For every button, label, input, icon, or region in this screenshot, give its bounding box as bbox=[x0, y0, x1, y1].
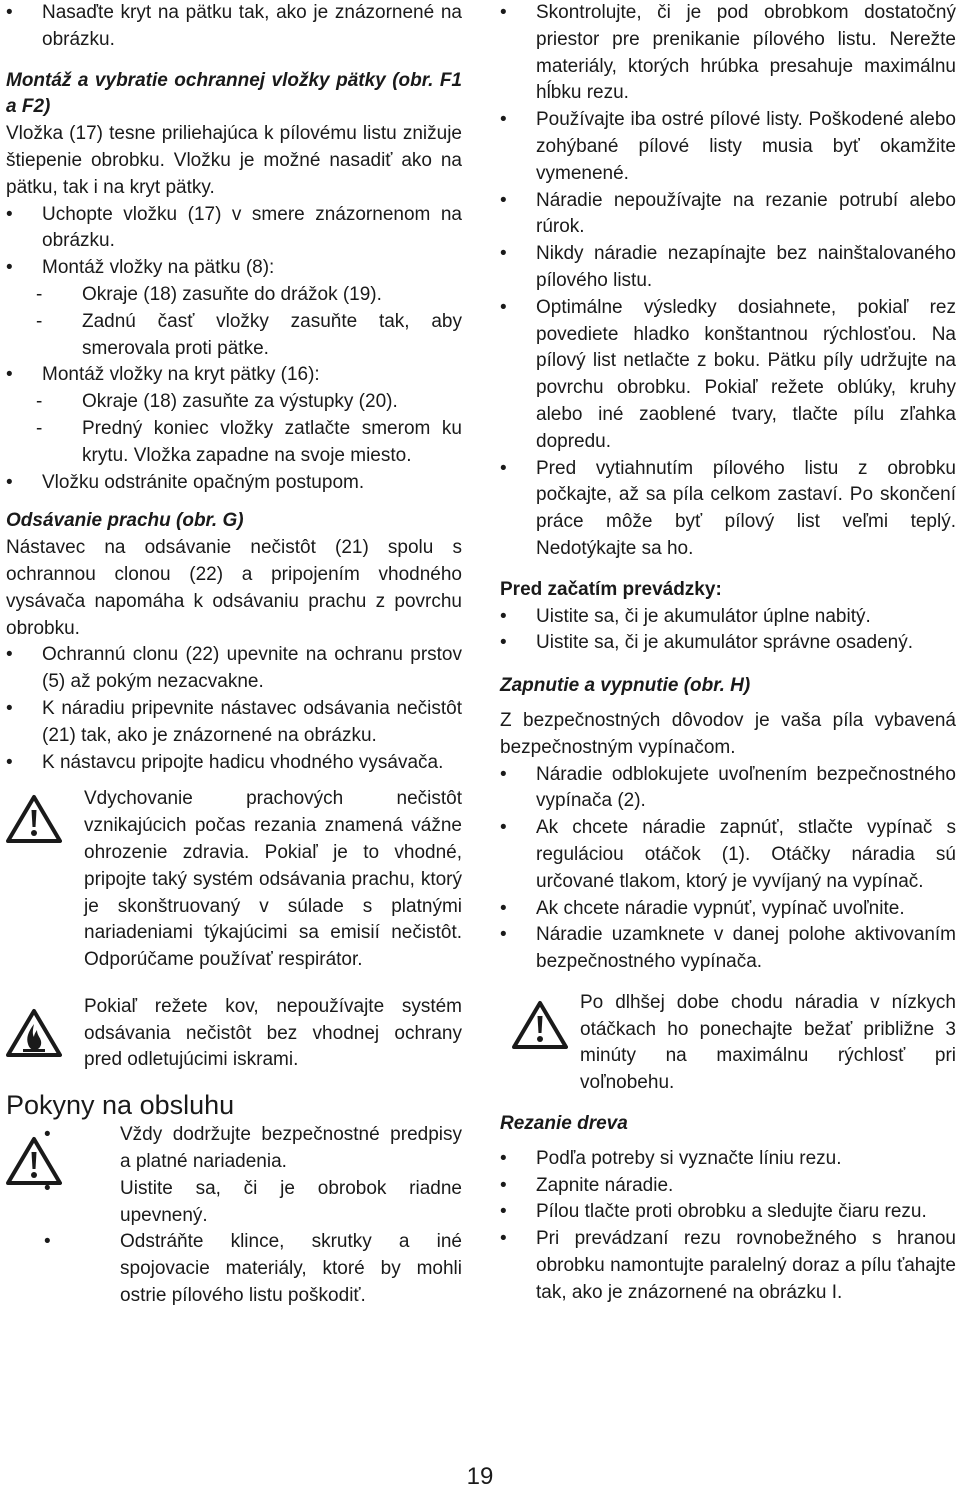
list-item: • Skontrolujte, či je pod obrobkom dostatočný priestor pre prenikanie pílového listu. Nerežte materiály, ktorých hrúbka presahuje maximálnu hĺbku rezu. bbox=[500, 0, 956, 107]
list-item: • Uistite sa, či je akumulátor správne osadený. bbox=[500, 630, 956, 657]
paragraph: Nástavec na odsávanie nečistôt (21) spolu s ochrannou clonou (22) a pripojením vhodného vysávača napomáha k odsávaniu prachu z povrchu obrobku. bbox=[6, 537, 462, 639]
section-heading-dust: Odsávanie prachu (obr. G) bbox=[6, 510, 244, 532]
section-heading-wood: Rezanie dreva bbox=[500, 1113, 628, 1135]
sub-list-item: - Zadnú časť vložky zasuňte tak, aby smerovala proti pätke. bbox=[6, 309, 462, 363]
list-item: • Odstráňte klince, skrutky a iné spojovacie materiály, ktoré by mohli ostrie pílového listu poškodiť. bbox=[44, 1229, 462, 1309]
list-item: • Vložku odstránite opačným postupom. bbox=[6, 470, 462, 497]
list-item: • Podľa potreby si vyznačte líniu rezu. bbox=[500, 1146, 956, 1173]
sub-list-item: - Okraje (18) zasuňte do drážok (19). bbox=[6, 282, 462, 309]
list-item: • Vždy dodržujte bezpečnostné predpisy a platné nariadenia. bbox=[44, 1122, 462, 1176]
list-item: • Montáž vložky na pätku (8): bbox=[6, 255, 462, 282]
list-item: • Nikdy náradie nezapínajte bez nainštalovaného pílového listu. bbox=[500, 241, 956, 295]
page-number: 19 bbox=[466, 1463, 494, 1490]
list-item: • Používajte iba ostré pílové listy. Poškodené alebo zohýbané pílové listy musia byť okamžite vymenené. bbox=[500, 107, 956, 187]
list-item: • Zapnite náradie. bbox=[500, 1173, 956, 1200]
warning-text: Vdychovanie prachových nečistôt vznikajúcich počas rezania znamená vážne ohrozenie zdravia. Pokiaľ je to vhodné, pripojte taký systém odsávania prachu, ktorý je skonštruovaný v súlade s platnými nariadeniami týkajúcimi sa emisií nečistôt. Odporúčame používať respirátor. bbox=[84, 788, 462, 971]
list-item: • Ak chcete náradie zapnúť, stlačte vypínač s reguláciou otáčok (1). Otáčky náradia sú určované tlakom, ktorý je vyvíjaný na vypínač. bbox=[500, 815, 956, 895]
list-item: • Uistite sa, či je obrobok riadne upevnený. bbox=[44, 1176, 462, 1230]
warning-triangle-icon bbox=[512, 1000, 568, 1050]
warning-triangle-icon bbox=[6, 794, 62, 844]
list-item: • Nasaďte kryt na pätku tak, ako je znázornené na obrázku. bbox=[6, 0, 462, 54]
list-item: • Náradie odblokujete uvoľnením bezpečnostného vypínača (2). bbox=[500, 762, 956, 816]
right-column bbox=[500, 0, 956, 1307]
operation-warning-block bbox=[6, 1122, 462, 1310]
warning-text: Pokiaľ režete kov, nepoužívajte systém odsávania nečistôt bez vhodnej ochrany pred odletujúcimi iskrami. bbox=[84, 995, 462, 1071]
paragraph: Z bezpečnostných dôvodov je vaša píla vybavená bezpečnostným vypínačom. bbox=[500, 709, 956, 758]
list-item: • Optimálne výsledky dosiahnete, pokiaľ rez povediete hladko konštantnou rýchlosťou. Na pílový list netlačte z boku. Pätku píly udržujte na povrchu obrobku. Pokiaľ režete oblúky, kruhy alebo iné zaoblené tvary, tlačte pílu zľahka dopredu. bbox=[500, 295, 956, 456]
list-item: • K náradiu pripevnite nástavec odsávania nečistôt (21) tak, ako je znázornené na obrázku. bbox=[6, 696, 462, 750]
sub-list-item: - Predný koniec vložky zatlačte smerom ku krytu. Vložka zapadne na svoje miesto. bbox=[6, 416, 462, 470]
list-item: • Ak chcete náradie vypnúť, vypínač uvoľnite. bbox=[500, 896, 956, 923]
list-item: • Náradie nepoužívajte na rezanie potrubí alebo rúrok. bbox=[500, 188, 956, 242]
fire-warning-block bbox=[6, 994, 462, 1074]
section-heading-operation: Pokyny na obsluhu bbox=[6, 1090, 235, 1121]
list-item: • Pri prevádzaní rezu rovnobežného s hranou obrobku namontujte paralelný doraz a pílu ťahajte tak, ako je znázornené na obrázku I. bbox=[500, 1226, 956, 1306]
warning-block bbox=[500, 990, 956, 1097]
warning-block bbox=[6, 786, 462, 974]
list-item: • Pred vytiahnutím pílového listu z obrobku počkajte, až sa píla celkom zastaví. Po skončení práce môže byť pílový list veľmi teplý. Nedotýkajte sa ho. bbox=[500, 456, 956, 563]
fire-hazard-icon bbox=[6, 1008, 62, 1058]
list-item: • Uistite sa, či je akumulátor úplne nabitý. bbox=[500, 604, 956, 631]
warning-text: Po dlhšej dobe chodu náradia v nízkych otáčkach ho ponechajte bežať približne 3 minúty na maximálnu rýchlosť pri voľnobehu. bbox=[580, 991, 956, 1094]
list-item: • Montáž vložky na kryt pätky (16): bbox=[6, 362, 462, 389]
list-item: • K nástavcu pripojte hadicu vhodného vysávača. bbox=[6, 750, 462, 777]
list-item: • Uchopte vložku (17) v smere znázornenom na obrázku. bbox=[6, 202, 462, 256]
left-column bbox=[6, 0, 462, 1310]
list-item: • Pílou tlačte proti obrobku a sledujte čiaru rezu. bbox=[500, 1199, 956, 1226]
section-heading-switch: Zapnutie a vypnutie (obr. H) bbox=[500, 675, 751, 697]
paragraph: Vložka (17) tesne priliehajúca k pílovému listu znižuje štiepenie obrobku. Vložku je možné nasadiť ako na pätku, tak i na kryt pätky. bbox=[6, 123, 462, 198]
sub-list-item: - Okraje (18) zasuňte za výstupky (20). bbox=[6, 389, 462, 416]
section-heading-insert: Montáž a vybratie ochrannej vložky pätky (obr. F1 a F2) bbox=[6, 69, 462, 118]
list-item: • Náradie uzamknete v danej polohe aktivovaním bezpečnostného vypínača. bbox=[500, 922, 956, 976]
section-heading-before-use: Pred začatím prevádzky: bbox=[500, 578, 722, 600]
list-item: • Ochrannú clonu (22) upevnite na ochranu prstov (5) až pokým nezacvakne. bbox=[6, 642, 462, 696]
